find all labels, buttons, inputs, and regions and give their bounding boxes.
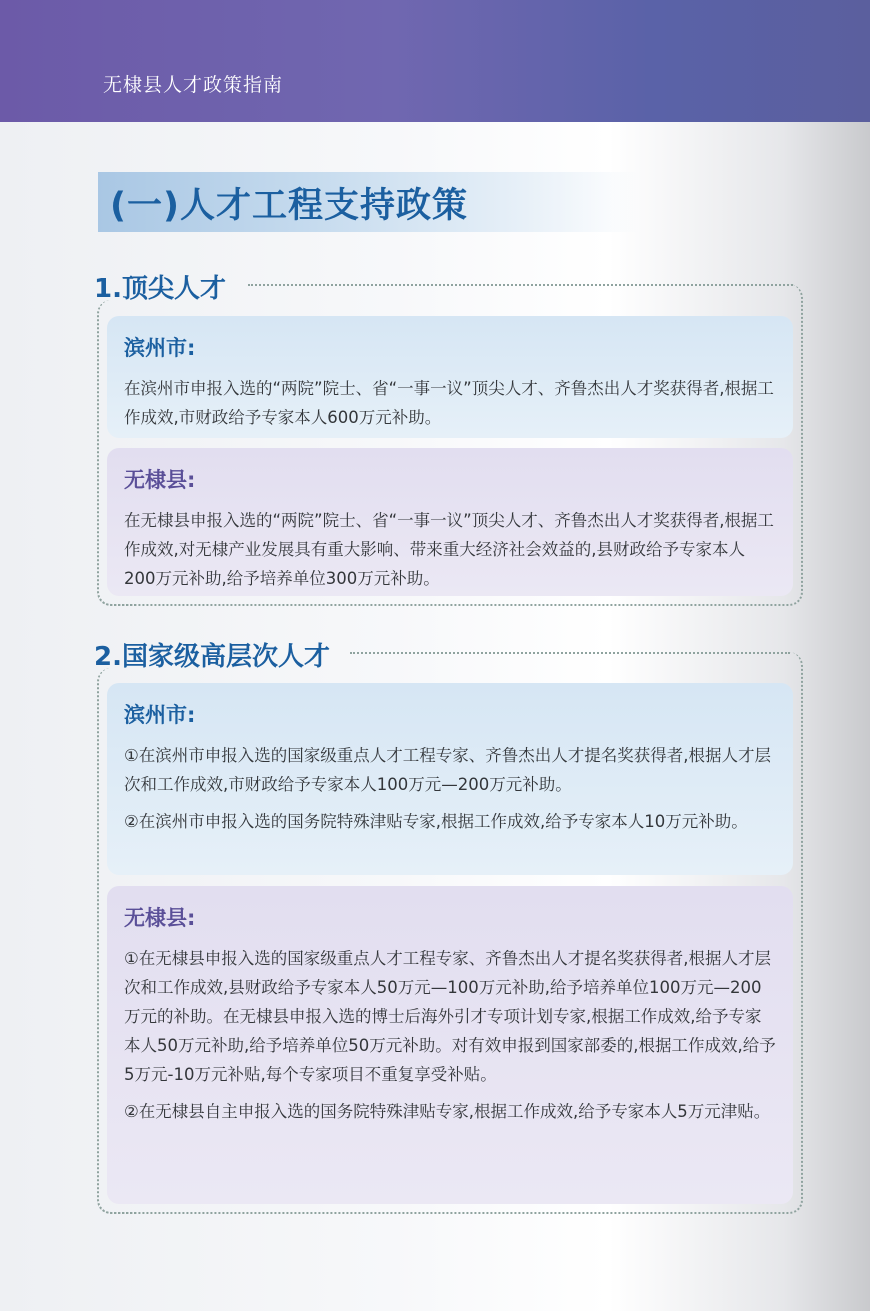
card-paragraph: 在滨州市申报入选的“两院”院士、省“一事一议”顶尖人才、齐鲁杰出人才奖获得者,根据工作成效,市财政给予专家本人600万元补助。 [124, 379, 774, 427]
card-paragraph: ①在无棣县申报入选的国家级重点人才工程专家、齐鲁杰出人才提名奖获得者,根据人才层次和工作成效,县财政给予专家本人50万元—100万元补助,给予培养单位100万元—200万元的补助。在无棣县申报入选的博士后海外引才专项计划专家,根据工作成效,给予专家本人50万元补助,给予培养单位50万元补助。对有效申报到国家部委的,根据工作成效,给予5万元-10万元补贴,每个专家项目不重复享受补贴。 [124, 949, 776, 1084]
card-binzhou-national-talent [107, 683, 793, 875]
main-heading-text: (一)人才工程支持政策 [110, 186, 468, 226]
card-paragraph: ①在滨州市申报入选的国家级重点人才工程专家、齐鲁杰出人才提名奖获得者,根据人才层次和工作成效,市财政给予专家本人100万元—200万元补助。 [124, 746, 772, 794]
header-banner [0, 0, 870, 122]
card-title: 滨州市: [124, 336, 196, 360]
card-binzhou-top-talent [107, 316, 793, 438]
card-title: 无棣县: [124, 906, 196, 930]
card-paragraph: 在无棣县申报入选的“两院”院士、省“一事一议”顶尖人才、齐鲁杰出人才奖获得者,根据工作成效,对无棣产业发展具有重大影响、带来重大经济社会效益的,县财政给予专家本人200万元补助,给予培养单位300万元补助。 [124, 511, 774, 588]
card-paragraph: ②在无棣县自主申报入选的国务院特殊津贴专家,根据工作成效,给予专家本人5万元津贴。 [124, 1102, 771, 1121]
card-title: 滨州市: [124, 703, 196, 727]
header-title: 无棣县人才政策指南 [103, 74, 284, 96]
section-title-national-talent: 2.国家级高层次人才 [94, 642, 330, 672]
card-paragraph: ②在滨州市申报入选的国务院特殊津贴专家,根据工作成效,给予专家本人10万元补助。 [124, 812, 748, 831]
card-wudi-top-talent [107, 448, 793, 596]
section-title-top-talent: 1.顶尖人才 [94, 274, 226, 304]
main-heading [98, 172, 638, 232]
card-wudi-national-talent [107, 886, 793, 1204]
card-title: 无棣县: [124, 468, 196, 492]
